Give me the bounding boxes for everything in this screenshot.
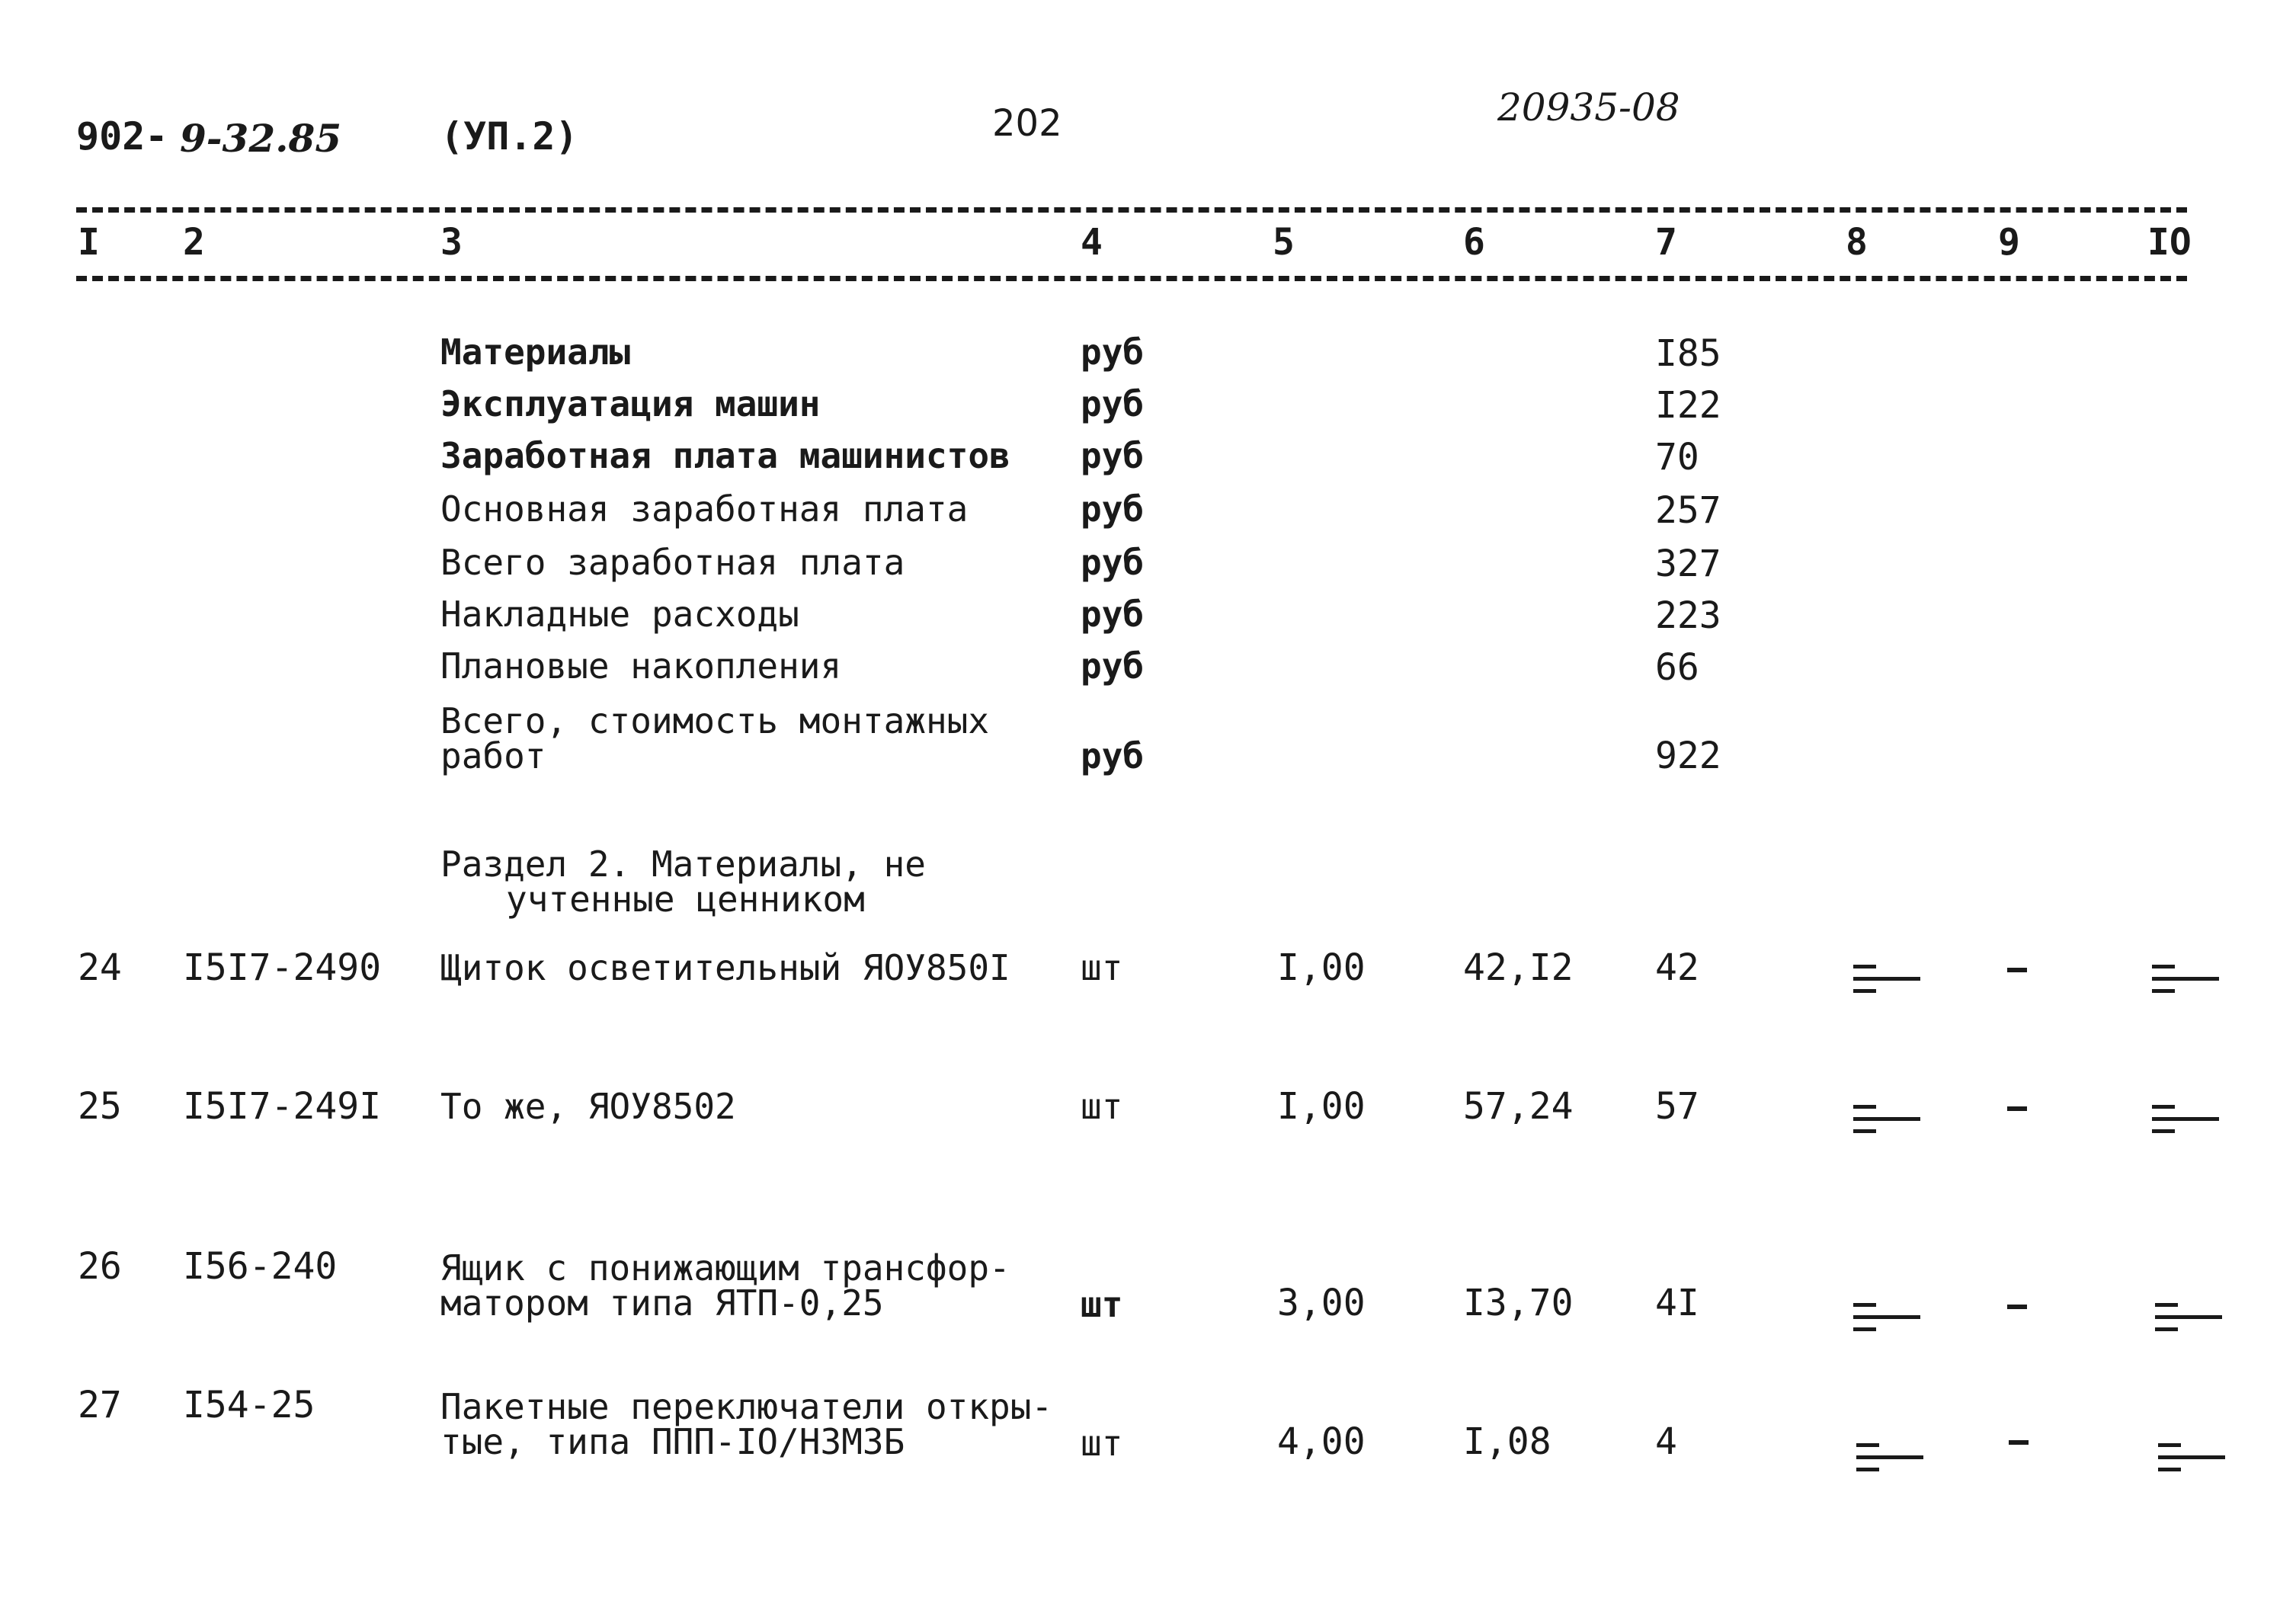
column-number: 6 bbox=[1463, 221, 1485, 264]
item-total: 42 bbox=[1655, 946, 1699, 989]
ditto-mark bbox=[1852, 1297, 1920, 1350]
item-name: Ящик с понижающим трансфор- bbox=[440, 1247, 1010, 1289]
item-name: То же, ЯОУ8502 bbox=[440, 1086, 736, 1127]
column-number: 2 bbox=[183, 221, 205, 264]
ditto-mark bbox=[1852, 959, 1920, 1012]
ditto-mark bbox=[1855, 1437, 1923, 1490]
row-number: 27 bbox=[78, 1384, 122, 1426]
row-number: 26 bbox=[78, 1245, 122, 1288]
summary-total: 327 bbox=[1655, 543, 1721, 585]
column-number: 8 bbox=[1846, 221, 1868, 264]
column-number: 9 bbox=[1998, 221, 2020, 264]
summary-label: Основная заработная плата bbox=[440, 488, 969, 530]
price-code: I5I7-249I bbox=[183, 1085, 382, 1128]
summary-unit: руб bbox=[1081, 383, 1145, 424]
summary-total: 66 bbox=[1655, 646, 1699, 689]
summary-label: Всего заработная плата bbox=[440, 542, 905, 583]
summary-total: 922 bbox=[1655, 735, 1721, 777]
item-name-continued: матором типа ЯТП-0,25 bbox=[440, 1282, 884, 1324]
summary-label: Эксплуатация машин bbox=[440, 383, 821, 424]
summary-label: Материалы bbox=[440, 331, 631, 373]
summary-unit: руб bbox=[1081, 488, 1145, 530]
item-name: Пакетные переключатели откры- bbox=[440, 1386, 1053, 1427]
item-quantity: 4,00 bbox=[1277, 1420, 1366, 1463]
summary-total: 223 bbox=[1655, 594, 1721, 637]
item-name-continued: тые, типа ППП-IO/Н3М3Б bbox=[440, 1421, 905, 1462]
item-price: I,08 bbox=[1463, 1420, 1551, 1463]
item-price: 42,I2 bbox=[1463, 946, 1574, 989]
column-number: IO bbox=[2147, 221, 2192, 264]
column-number: 5 bbox=[1273, 221, 1295, 264]
item-unit: шт bbox=[1081, 1086, 1123, 1127]
summary-unit: руб bbox=[1081, 645, 1145, 687]
summary-label: Всего, стоимость монтажных bbox=[440, 700, 990, 741]
ditto-mark bbox=[2150, 959, 2219, 1012]
row-number: 24 bbox=[78, 946, 122, 989]
ditto-mark bbox=[2150, 1099, 2219, 1152]
summary-unit: руб bbox=[1081, 331, 1145, 373]
summary-total: I85 bbox=[1655, 332, 1721, 375]
item-quantity: 3,00 bbox=[1277, 1282, 1366, 1324]
price-code: I5I7-2490 bbox=[183, 946, 382, 989]
summary-unit: руб bbox=[1081, 435, 1145, 476]
header-divider-bottom bbox=[76, 276, 2187, 281]
summary-unit: руб bbox=[1081, 594, 1145, 635]
summary-label: Накладные расходы bbox=[440, 594, 799, 635]
item-unit: шт bbox=[1081, 1284, 1123, 1325]
summary-label: Заработная плата машинистов bbox=[440, 435, 1010, 476]
section-title: Раздел 2. Материалы, не bbox=[440, 844, 926, 885]
item-total: 57 bbox=[1655, 1085, 1699, 1128]
ditto-mark bbox=[2157, 1437, 2225, 1490]
header-divider-top bbox=[76, 207, 2187, 213]
item-unit: шт bbox=[1081, 947, 1123, 988]
column-number: I bbox=[78, 221, 100, 264]
page-number: 202 bbox=[992, 102, 1062, 145]
dash-mark bbox=[2007, 1305, 2027, 1309]
summary-total: 70 bbox=[1655, 436, 1699, 479]
section-title-continued: учтенные ценником bbox=[506, 879, 865, 920]
section-code: (УП.2) bbox=[440, 114, 578, 158]
summary-label-continued: работ bbox=[440, 735, 546, 776]
summary-total: I22 bbox=[1655, 384, 1721, 427]
sheet-code: 20935-08 bbox=[1497, 85, 1680, 130]
ditto-mark bbox=[2154, 1297, 2222, 1350]
document-code: 902- bbox=[76, 114, 168, 158]
item-unit: шт bbox=[1081, 1423, 1123, 1464]
row-number: 25 bbox=[78, 1085, 122, 1128]
item-price: 57,24 bbox=[1463, 1085, 1574, 1128]
summary-total: 257 bbox=[1655, 489, 1721, 532]
summary-label: Плановые накопления bbox=[440, 645, 842, 687]
column-number: 3 bbox=[440, 221, 463, 264]
item-total: 4 bbox=[1655, 1420, 1677, 1463]
dash-mark bbox=[2007, 1106, 2027, 1111]
summary-unit: руб bbox=[1081, 542, 1145, 583]
column-number: 7 bbox=[1655, 221, 1677, 264]
item-quantity: I,00 bbox=[1277, 1085, 1366, 1128]
dash-mark bbox=[2009, 1440, 2029, 1445]
item-name: Щиток осветительный ЯОУ850I bbox=[440, 947, 1010, 988]
document-code-handwritten: 9-32.85 bbox=[180, 116, 342, 161]
dash-mark bbox=[2007, 968, 2027, 972]
ditto-mark bbox=[1852, 1099, 1920, 1152]
column-number: 4 bbox=[1081, 221, 1103, 264]
item-price: I3,70 bbox=[1463, 1282, 1574, 1324]
price-code: I54-25 bbox=[183, 1384, 315, 1426]
price-code: I56-240 bbox=[183, 1245, 338, 1288]
item-quantity: I,00 bbox=[1277, 946, 1366, 989]
item-total: 4I bbox=[1655, 1282, 1699, 1324]
summary-unit: руб bbox=[1081, 735, 1145, 776]
